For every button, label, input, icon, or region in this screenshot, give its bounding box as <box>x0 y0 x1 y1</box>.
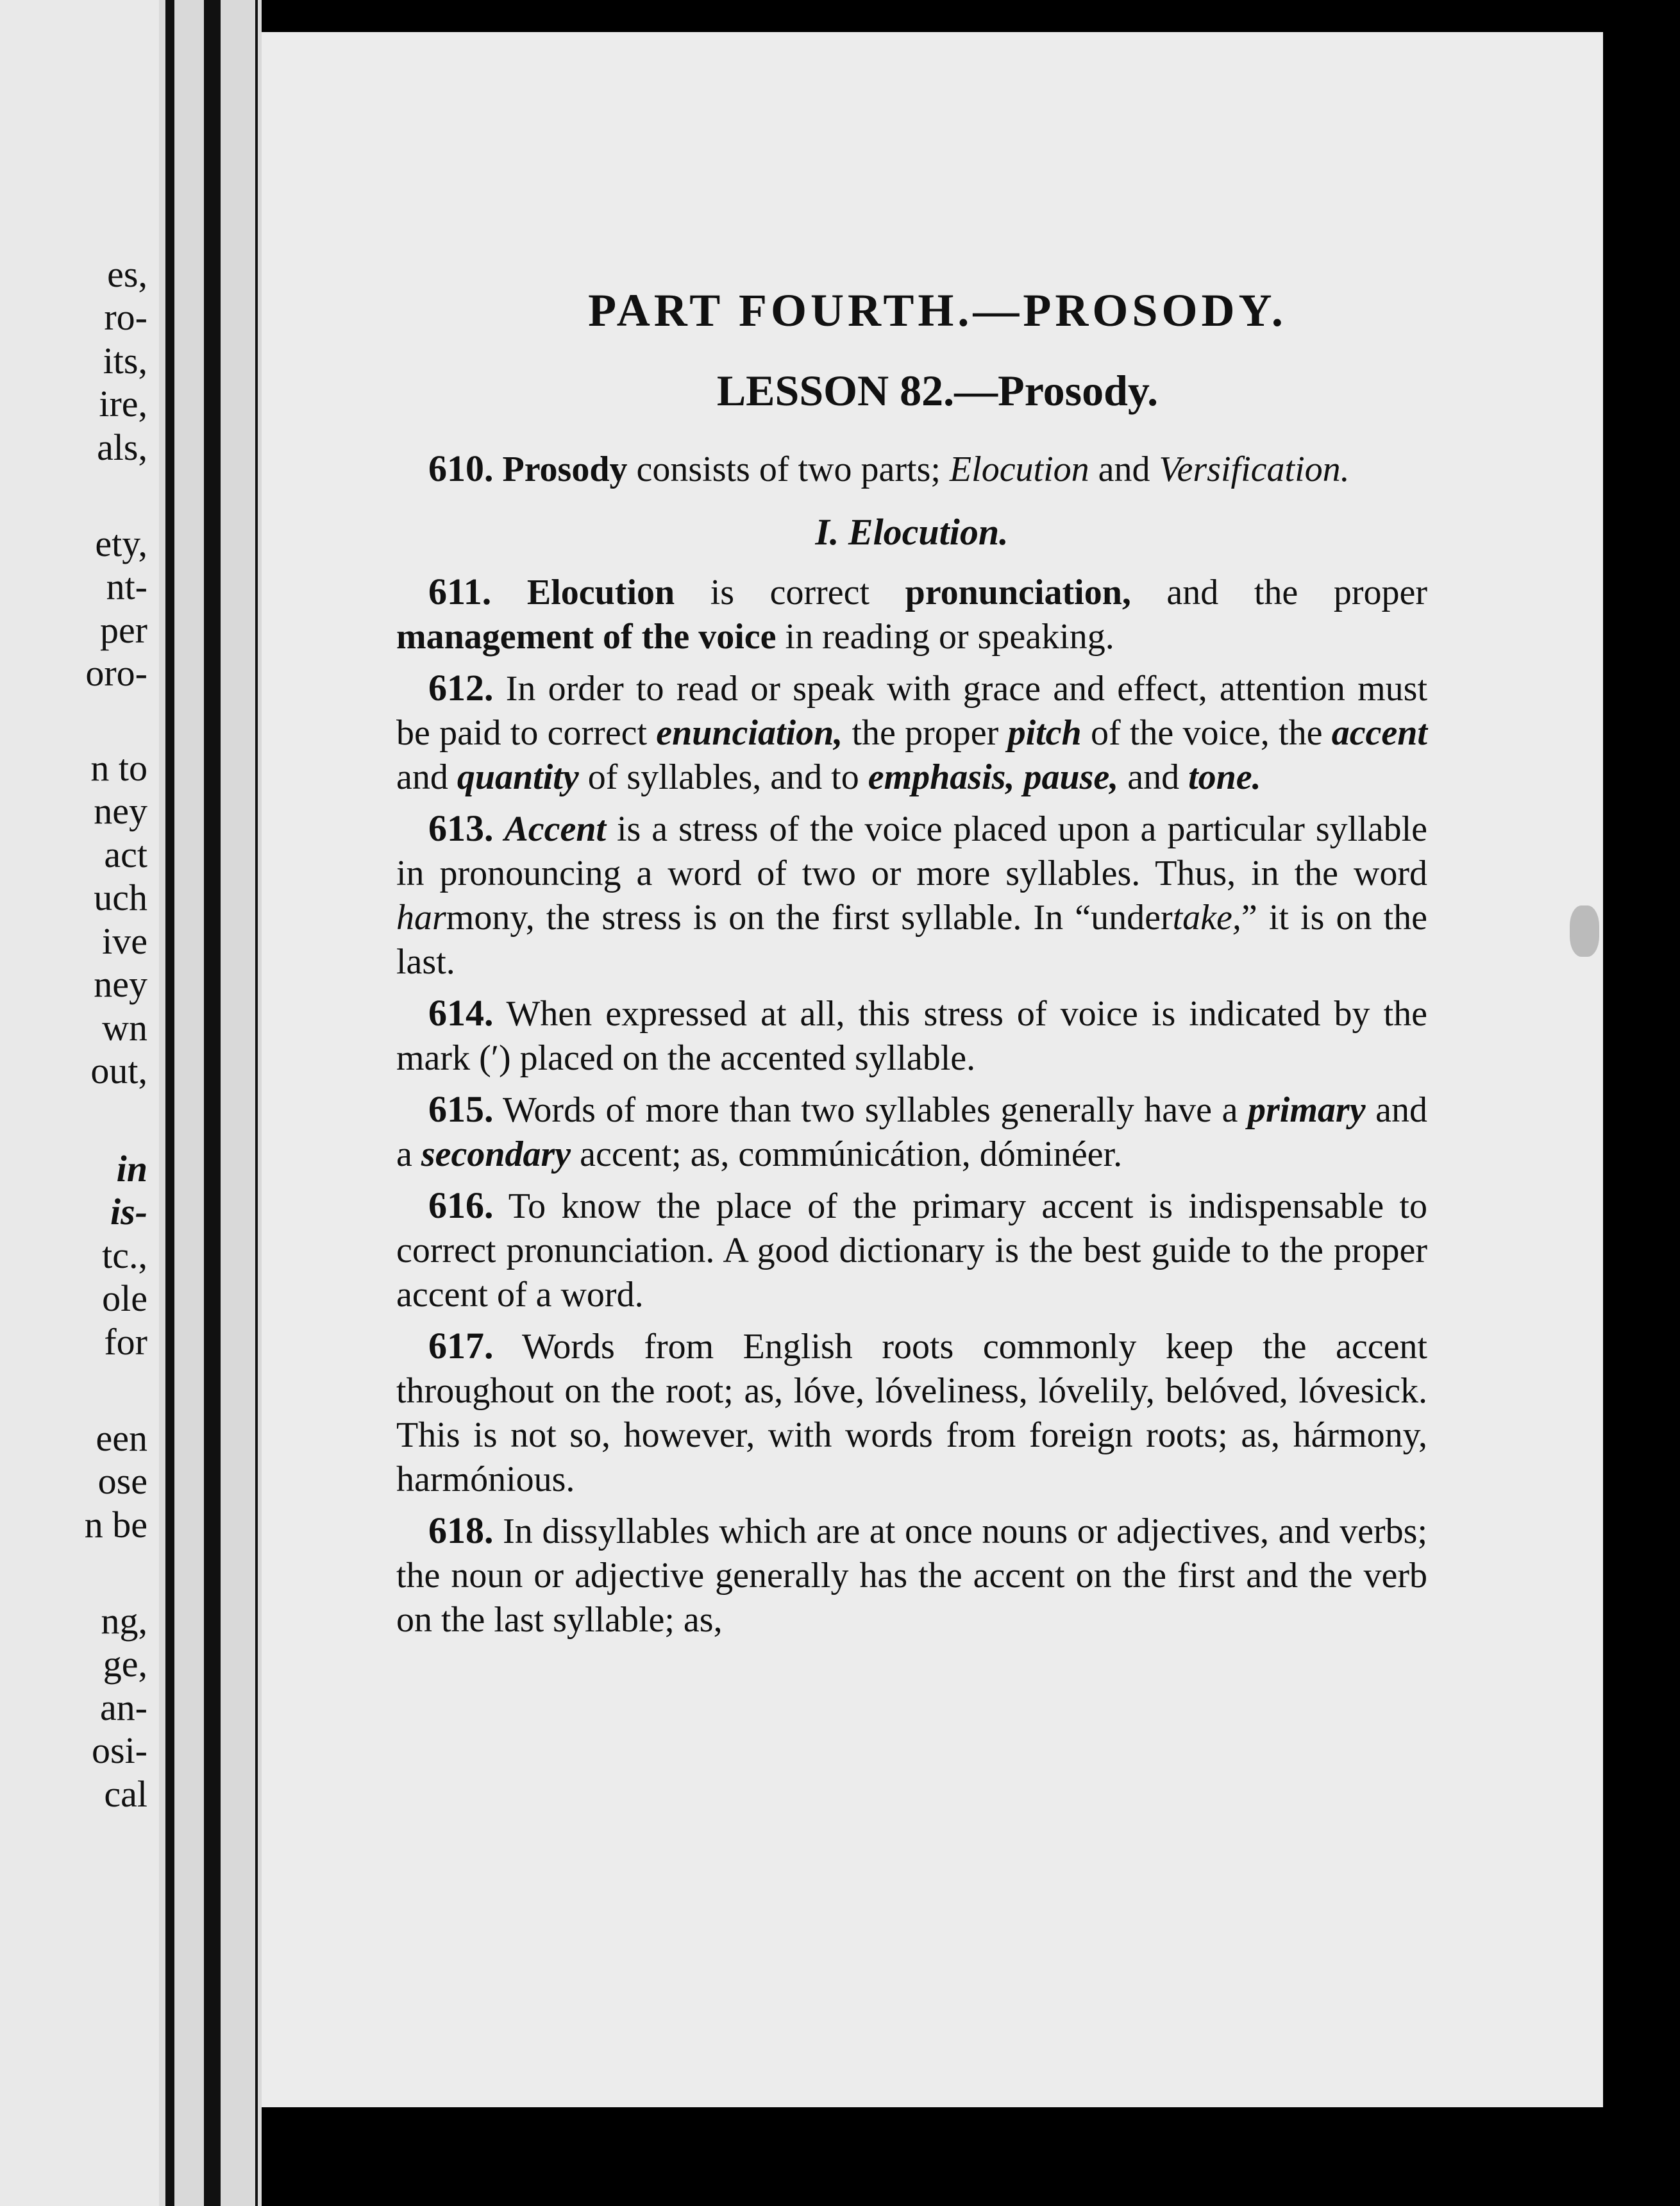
paragraph-616 <box>396 1183 1427 1317</box>
paragraph-text: and <box>1118 757 1189 797</box>
book-page <box>262 32 1603 2107</box>
emphasized-term: management of the voice <box>396 617 777 657</box>
facing-page-line: an- <box>99 1687 147 1728</box>
paragraph-slot <box>396 446 1427 492</box>
paragraph-number: 616. <box>428 1184 494 1226</box>
paragraph-text: To know the place of the primary accent is indispensable to correct pronunciation. A good dictionary is the best guide to the proper accent of a word. <box>396 1186 1427 1315</box>
paragraph-text: When expressed at all, this stress of voice is indicated by the mark (′) placed on the accented syllable. <box>396 994 1427 1078</box>
emphasized-term: accent <box>1331 713 1427 753</box>
paragraph-list <box>396 569 1427 1642</box>
paragraph-text: and the proper <box>1130 573 1428 612</box>
facing-page-line: cal <box>104 1773 147 1815</box>
paragraph-text: and <box>396 757 457 797</box>
paragraph-text: In dissyllables which are at once nouns or adjectives, and verbs; the noun or adjective generally has the accent on the first and the verb on the last syllable; as, <box>396 1511 1427 1640</box>
emphasized-term: secondary <box>421 1134 571 1174</box>
facing-page-line: n to <box>90 747 147 789</box>
gutter-shadow <box>165 0 174 2206</box>
emphasized-term: tone. <box>1188 757 1261 797</box>
paragraph-text: mony, the stress is on the first syllable. In “under <box>446 898 1173 938</box>
section-heading: I. Elocution. <box>815 511 1009 553</box>
paragraph-611 <box>396 569 1427 659</box>
part-title: PART FOURTH.—PROSODY. <box>588 285 1287 336</box>
facing-page-line: per <box>99 609 147 651</box>
paragraph-617 <box>396 1324 1427 1502</box>
paragraph-text: Words from English roots commonly keep the accent throughout on the root; as, lóve, lóveliness, lóvelily, belóved, lóvesick. This is not so, however, with words from foreign roots; as, hármony, harmónious. <box>396 1327 1427 1499</box>
facing-page-line: een <box>96 1417 147 1459</box>
facing-page-line: n be <box>84 1504 147 1545</box>
facing-page-line: its, <box>103 340 147 382</box>
paragraph-text: the proper <box>843 713 1008 753</box>
paragraph-610 <box>396 446 1427 492</box>
emphasized-term: Elocution <box>526 573 675 612</box>
facing-page-line: nt- <box>106 566 147 607</box>
paragraph-612 <box>396 666 1427 800</box>
emphasized-term: primary <box>1248 1090 1366 1130</box>
paragraph-number: 613. <box>428 807 494 849</box>
paragraph-text: and <box>1089 450 1159 489</box>
emphasized-term: take, <box>1172 898 1241 938</box>
paragraph-number: 617. <box>428 1325 494 1367</box>
facing-page-line: als, <box>97 426 147 468</box>
paragraph-text: In order to read or speak with grace and effect, attention must be paid to correct <box>396 669 1427 753</box>
facing-page-line: tc., <box>102 1234 147 1276</box>
paragraph-number: 612. <box>428 667 494 709</box>
paragraph-text: in reading or speaking. <box>776 617 1114 657</box>
facing-page-line: ety, <box>95 523 147 564</box>
emphasized-term: Prosody <box>502 450 628 489</box>
facing-page-line: ney <box>94 790 147 832</box>
emphasized-term: pitch <box>1007 713 1082 753</box>
paragraph-number: 618. <box>428 1510 494 1551</box>
facing-page-line: ng, <box>101 1600 147 1642</box>
paragraph-text: of the voice, the <box>1081 713 1332 753</box>
facing-page-line: ole <box>102 1277 147 1319</box>
facing-page-line: ose <box>97 1460 147 1502</box>
paragraph-text: is a stress of the voice placed upon a particular syllable in pronouncing a word of two or more syllables. Thus, in the word <box>396 809 1427 893</box>
paragraph-text: and a <box>396 1090 1428 1174</box>
paragraph-text: accent; as, commúnicátion, dóminéer. <box>571 1134 1123 1174</box>
emphasized-term: Elocution <box>949 450 1089 489</box>
facing-page-line: for <box>104 1321 147 1363</box>
facing-page-line: ro- <box>104 296 147 338</box>
facing-page-line: in <box>116 1148 147 1190</box>
paragraph-number: 615. <box>428 1088 494 1130</box>
paragraph-number: 614. <box>428 992 494 1034</box>
facing-page-line: wn <box>102 1007 147 1048</box>
paragraph-text: of syllables, and to <box>578 757 868 797</box>
paragraph-613 <box>396 806 1427 984</box>
emphasized-term: Versification. <box>1159 450 1350 489</box>
facing-page-line: oro- <box>85 652 147 694</box>
facing-page-fragment <box>0 0 159 2206</box>
emphasized-term: emphasis, pause, <box>868 757 1119 797</box>
facing-page-line: ive <box>102 920 147 962</box>
emphasized-term: quantity <box>457 757 579 797</box>
facing-page-line: ire, <box>99 383 147 425</box>
paragraph-number: 611. <box>428 571 492 612</box>
facing-page-line: es, <box>107 253 147 295</box>
facing-page-line: ge, <box>103 1643 147 1685</box>
emphasized-term: enunciation, <box>656 713 843 753</box>
paragraph-text: Words of more than two syllables generally have a <box>493 1090 1248 1130</box>
emphasized-term: har <box>396 898 446 938</box>
book-gutter <box>159 0 262 2206</box>
paragraph-text: consists of two parts; <box>627 450 950 489</box>
facing-page-line: out, <box>90 1050 147 1091</box>
emphasized-term: Accent <box>504 809 607 849</box>
gutter-fold-line <box>204 0 221 2206</box>
gutter-page-edge <box>255 0 258 2206</box>
facing-page-line: act <box>104 834 147 875</box>
page-content <box>396 285 1428 1649</box>
facing-page-line: is- <box>110 1191 147 1233</box>
facing-page-line: uch <box>94 877 147 918</box>
facing-page-line: osi- <box>92 1730 147 1771</box>
paragraph-text: ” it is on the last. <box>396 898 1427 982</box>
paragraph-text: is correct <box>675 573 905 612</box>
paragraph-615 <box>396 1087 1427 1177</box>
paragraph-618 <box>396 1508 1427 1642</box>
lesson-title: LESSON 82.—Prosody. <box>716 366 1159 415</box>
emphasized-term: pronunciation, <box>905 573 1131 612</box>
paragraph-number: 610. <box>428 448 494 489</box>
paragraph-text <box>494 809 505 849</box>
scan-speck <box>1570 905 1599 957</box>
paragraph-614 <box>396 991 1427 1081</box>
facing-page-line: ney <box>94 963 147 1005</box>
scan-border <box>1603 0 1680 2206</box>
